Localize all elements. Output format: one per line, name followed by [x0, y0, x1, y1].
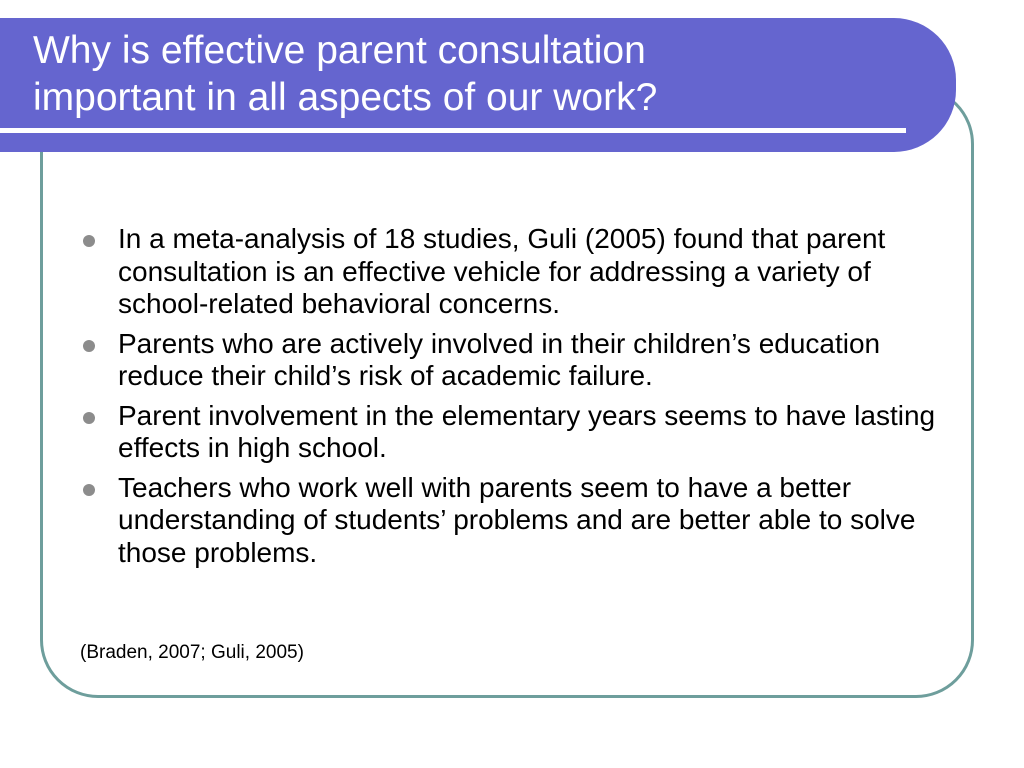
- bullet-dot-icon: [83, 235, 95, 247]
- bullet-dot-icon: [83, 484, 95, 496]
- title-underline: [0, 128, 906, 133]
- citation: (Braden, 2007; Guli, 2005): [80, 642, 304, 663]
- bullet-item: [78, 223, 948, 321]
- bullet-dot-icon: [83, 412, 95, 424]
- bullet-text: Teachers who work well with parents seem to have a better understanding of students’ problems and are better able to solve those problems.: [118, 471, 916, 568]
- bullet-item: [78, 472, 948, 570]
- slide-title: [33, 27, 913, 121]
- slide-title-line-2: important in all aspects of our work?: [33, 76, 658, 119]
- bullet-item: [78, 328, 948, 393]
- bullet-text: Parents who are actively involved in their children’s education reduce their child’s risk of academic failure.: [118, 327, 881, 391]
- bullet-item: [78, 400, 948, 465]
- bullet-list: [78, 223, 948, 576]
- bullet-dot-icon: [83, 340, 95, 352]
- bullet-text: In a meta-analysis of 18 studies, Guli (2005) found that parent consultation is an effective vehicle for addressing a variety of school-related behavioral concerns.: [118, 223, 886, 319]
- slide-title-line-1: Why is effective parent consultation: [33, 29, 646, 72]
- bullet-text: Parent involvement in the elementary years seems to have lasting effects in high school.: [118, 399, 936, 463]
